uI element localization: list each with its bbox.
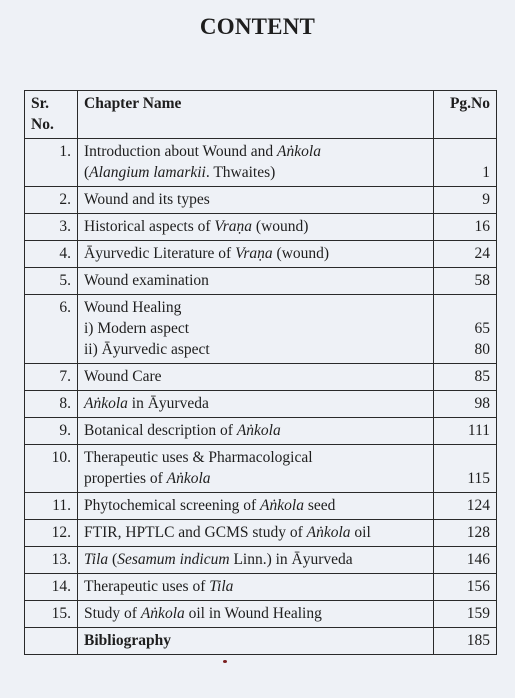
italic-term: Aṅkola	[84, 395, 128, 412]
chapter-name-cell	[78, 139, 434, 187]
page-number	[440, 447, 490, 468]
chapter-name-line	[84, 270, 427, 291]
page-number-cell	[434, 493, 497, 520]
text-segment: Botanical description of	[84, 422, 237, 439]
chapter-name-line	[84, 630, 427, 651]
chapter-name-line	[84, 603, 427, 624]
italic-term: Aṅkola	[260, 497, 304, 514]
page-number: 111	[467, 422, 490, 439]
italic-term: Sesamum indicum	[117, 551, 230, 568]
table-row	[25, 445, 497, 493]
page-number: 156	[466, 578, 490, 595]
table-row	[25, 295, 497, 364]
text-segment: oil	[350, 524, 371, 541]
chapter-name-line	[84, 339, 427, 360]
table-row	[25, 418, 497, 445]
chapter-name-cell	[78, 574, 434, 601]
page-number: 85	[474, 368, 490, 385]
text-segment: . Thwaites)	[205, 164, 276, 181]
text-segment: (	[84, 164, 90, 181]
page-number: 58	[474, 272, 490, 289]
chapter-name-cell	[78, 391, 434, 418]
serial-number-cell: 2.	[25, 187, 78, 214]
text-segment: (wound)	[272, 245, 330, 262]
text-segment: Linn.) in Āyurveda	[229, 551, 353, 568]
page-number-cell	[434, 574, 497, 601]
table-row	[25, 601, 497, 628]
page-number-cell	[434, 241, 497, 268]
page-number: 65	[474, 320, 490, 337]
page-number: 16	[474, 218, 490, 235]
text-segment: Wound examination	[84, 272, 209, 289]
page-number: 115	[467, 470, 490, 487]
text-segment: Phytochemical screening of	[84, 497, 261, 514]
table-row	[25, 268, 497, 295]
text-segment: Historical aspects of	[84, 218, 215, 235]
table-row	[25, 241, 497, 268]
page-number: 1	[482, 164, 490, 181]
serial-number-cell: 14.	[25, 574, 78, 601]
chapter-name-line	[84, 162, 427, 183]
italic-term: Aṅkola	[306, 524, 351, 541]
page-number-cell	[434, 547, 497, 574]
page-number: 146	[466, 551, 490, 568]
chapter-name-line	[84, 549, 427, 570]
chapter-name-line	[84, 393, 427, 414]
page-number-cell	[434, 268, 497, 295]
text-segment: seed	[303, 497, 336, 514]
page-number-cell	[434, 445, 497, 493]
text-segment: i) Modern aspect	[84, 320, 190, 337]
serial-number-cell: 6.	[25, 295, 78, 364]
page-title: CONTENT	[199, 14, 316, 39]
chapter-name-cell	[78, 295, 434, 364]
serial-number-cell: 3.	[25, 214, 78, 241]
chapter-name-cell	[78, 601, 434, 628]
text-segment: Introduction about Wound and	[84, 143, 278, 160]
chapter-name-line	[84, 297, 427, 318]
italic-term: Aṅkola	[140, 605, 185, 622]
page-number-cell	[434, 214, 497, 241]
ink-speck	[223, 660, 227, 663]
column-header-sr-line: Sr.	[31, 95, 49, 112]
column-header-chapter-name: Chapter Name	[78, 91, 434, 139]
serial-number-cell: 1.	[25, 139, 78, 187]
table-row	[25, 574, 497, 601]
italic-term: Vraṇa	[235, 245, 273, 262]
table-row	[25, 520, 497, 547]
text-segment: Āyurvedic Literature of	[84, 245, 236, 262]
table-row	[25, 547, 497, 574]
page-number-cell	[434, 520, 497, 547]
italic-term: Vraṇa	[214, 218, 253, 235]
table-row	[25, 139, 497, 187]
serial-number-cell: 13.	[25, 547, 78, 574]
page-number-cell	[434, 139, 497, 187]
italic-term: Tila	[209, 578, 234, 595]
text-segment: Therapeutic uses & Pharmacological	[84, 449, 313, 466]
column-header-no-line: No.	[31, 116, 54, 133]
chapter-name-cell	[78, 493, 434, 520]
page-number-cell	[434, 601, 497, 628]
chapter-name-line	[84, 420, 427, 441]
page-number-cell	[434, 187, 497, 214]
page-number-cell	[434, 364, 497, 391]
page-number-cell	[434, 418, 497, 445]
chapter-name-line	[84, 243, 427, 264]
text-segment: properties of	[84, 470, 167, 487]
page-number: 159	[466, 605, 490, 622]
chapter-name-cell	[78, 364, 434, 391]
chapter-name-cell	[78, 628, 434, 655]
text-segment: oil in Wound Healing	[184, 605, 322, 622]
table-row	[25, 493, 497, 520]
column-header-page-no: Pg.No	[434, 91, 497, 139]
page-number: 124	[466, 497, 490, 514]
page-number: 24	[474, 245, 490, 262]
chapter-name-line	[84, 447, 427, 468]
text-segment: Study of	[84, 605, 141, 622]
serial-number-cell: 15.	[25, 601, 78, 628]
page-number	[440, 297, 490, 318]
text-segment: Therapeutic uses of	[84, 578, 210, 595]
chapter-name-cell	[78, 241, 434, 268]
chapter-name-line	[84, 141, 427, 162]
page-number: 128	[466, 524, 490, 541]
text-segment: FTIR, HPTLC and GCMS study of	[84, 524, 307, 541]
page-number: 185	[466, 632, 490, 649]
column-header-sr-no	[25, 91, 78, 139]
chapter-name-line	[84, 216, 427, 237]
text-segment: Bibliography	[84, 632, 171, 649]
text-segment: Wound and its types	[84, 191, 210, 208]
chapter-name-cell	[78, 268, 434, 295]
chapter-name-cell	[78, 187, 434, 214]
table-row	[25, 364, 497, 391]
chapter-name-cell	[78, 547, 434, 574]
page-number	[440, 141, 490, 162]
chapter-name-line	[84, 366, 427, 387]
serial-number-cell: 11.	[25, 493, 78, 520]
italic-term: Aṅkola	[277, 143, 321, 160]
text-segment: Wound Healing	[84, 299, 182, 316]
text-segment: in Āyurveda	[127, 395, 209, 412]
italic-term: Aṅkola	[236, 422, 281, 439]
serial-number-cell: 9.	[25, 418, 78, 445]
page-number: 9	[482, 191, 490, 208]
chapter-name-cell	[78, 214, 434, 241]
table-row	[25, 391, 497, 418]
page-number-cell	[434, 295, 497, 364]
chapter-name-line	[84, 189, 427, 210]
italic-term: Alangium lamarkii	[89, 164, 206, 181]
page-number-cell	[434, 391, 497, 418]
text-segment: Wound Care	[84, 368, 162, 385]
serial-number-cell: 12.	[25, 520, 78, 547]
chapter-name-cell	[78, 520, 434, 547]
contents-table-body	[25, 139, 497, 655]
contents-table	[24, 90, 497, 655]
italic-term: Aṅkola	[166, 470, 211, 487]
text-segment: (	[108, 551, 118, 568]
serial-number-cell: 7.	[25, 364, 78, 391]
serial-number-cell: 10.	[25, 445, 78, 493]
chapter-name-line	[84, 495, 427, 516]
table-row	[25, 214, 497, 241]
chapter-name-cell	[78, 445, 434, 493]
serial-number-cell: 8.	[25, 391, 78, 418]
chapter-name-line	[84, 522, 427, 543]
table-header-row	[25, 91, 497, 139]
serial-number-cell	[25, 628, 78, 655]
table-row	[25, 628, 497, 655]
page-number-cell	[434, 628, 497, 655]
serial-number-cell: 4.	[25, 241, 78, 268]
page-number: 98	[474, 395, 490, 412]
chapter-name-cell	[78, 418, 434, 445]
table-row	[25, 187, 497, 214]
text-segment: ii) Āyurvedic aspect	[84, 341, 210, 358]
chapter-name-line	[84, 318, 427, 339]
chapter-name-line	[84, 468, 427, 489]
text-segment: (wound)	[252, 218, 309, 235]
page-number: 80	[474, 341, 490, 358]
italic-term: Tila	[84, 551, 109, 568]
chapter-name-line	[84, 576, 427, 597]
serial-number-cell: 5.	[25, 268, 78, 295]
